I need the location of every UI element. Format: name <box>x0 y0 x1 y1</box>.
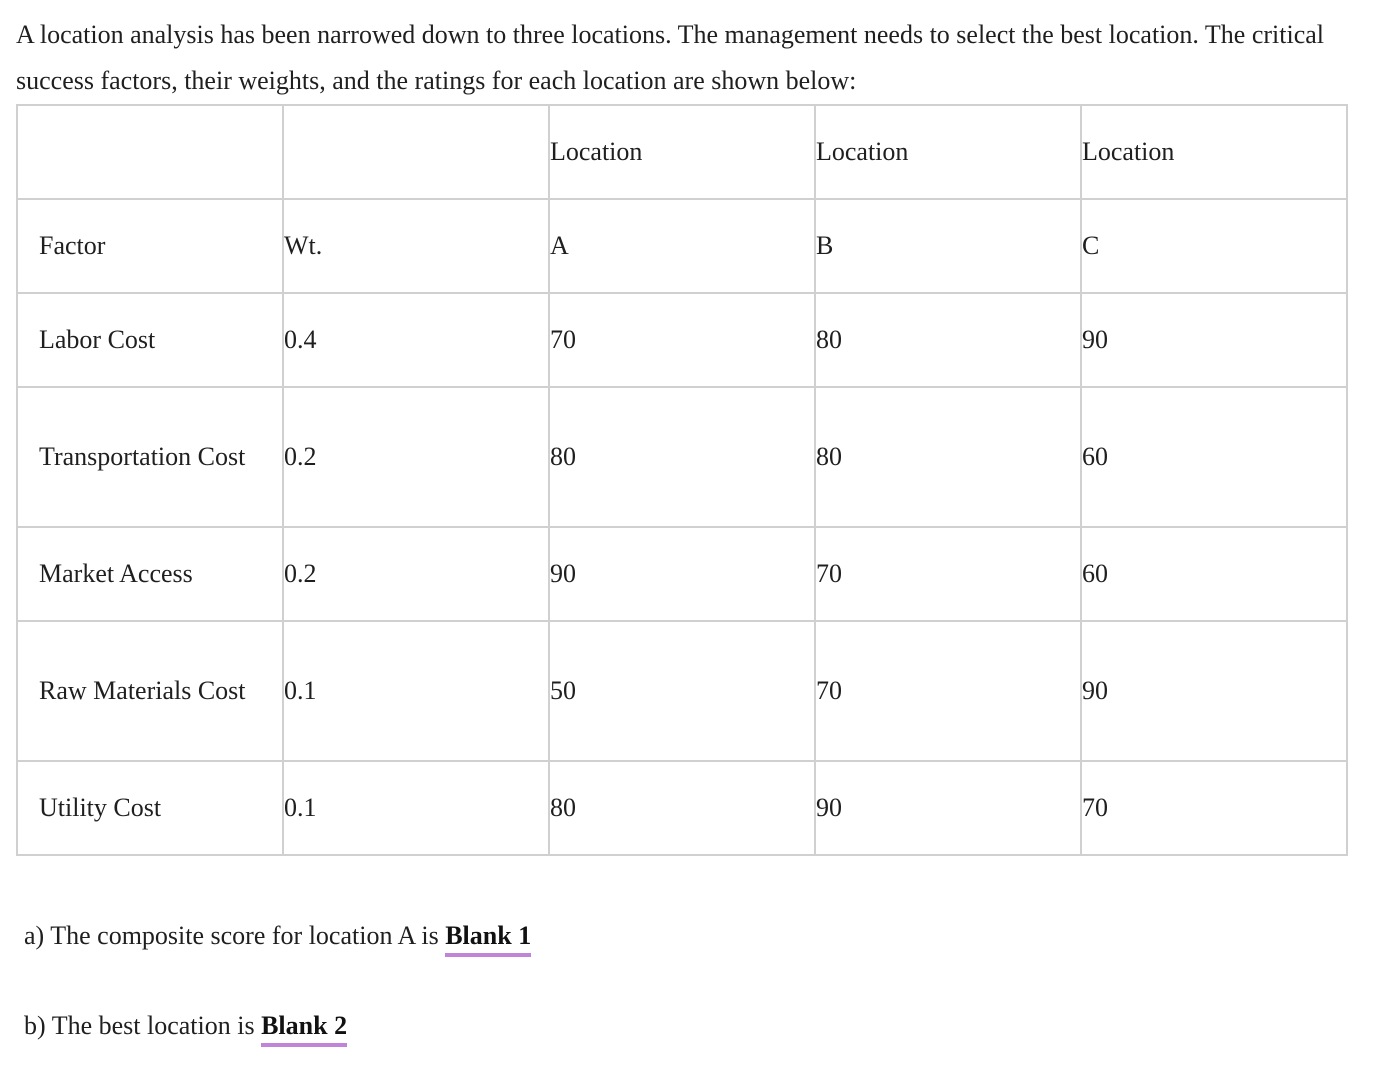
weight-cell: 0.1 <box>283 621 549 761</box>
table-header-cell <box>17 105 283 199</box>
rating-a-cell: 80 <box>549 761 815 855</box>
table-header-row-location <box>17 105 1347 199</box>
rating-b-cell: 80 <box>815 293 1081 387</box>
question-a-text: a) The composite score for location A is <box>24 921 446 950</box>
factor-cell: Market Access <box>17 527 283 621</box>
weight-cell: 0.4 <box>283 293 549 387</box>
question-b-text: b) The best location is <box>24 1011 262 1040</box>
table-row <box>17 293 1347 387</box>
rating-a-cell: 80 <box>549 387 815 527</box>
weight-cell: 0.2 <box>283 387 549 527</box>
rating-b-cell: 90 <box>815 761 1081 855</box>
question-a <box>24 918 531 957</box>
rating-c-cell: 70 <box>1081 761 1347 855</box>
table-header-row-labels <box>17 199 1347 293</box>
table-header-weight: Wt. <box>283 199 549 293</box>
problem-intro: A location analysis has been narrowed down to three locations. The management needs to select the best location. The critical success factors, their weights, and the ratings for each location are shown below: <box>16 20 1325 95</box>
rating-a-cell: 50 <box>549 621 815 761</box>
question-b <box>24 1008 347 1047</box>
factor-cell: Transportation Cost <box>17 387 283 527</box>
table-header-c: C <box>1081 199 1347 293</box>
weight-cell: 0.1 <box>283 761 549 855</box>
table-row <box>17 621 1347 761</box>
rating-c-cell: 60 <box>1081 387 1347 527</box>
table-header-location-b: Location <box>815 105 1081 199</box>
factor-rating-table <box>16 104 1348 856</box>
table-header-a: A <box>549 199 815 293</box>
table-row <box>17 527 1347 621</box>
rating-c-cell: 60 <box>1081 527 1347 621</box>
blank-1-input[interactable]: Blank 1 <box>445 921 531 957</box>
blank-2-input[interactable]: Blank 2 <box>261 1011 347 1047</box>
factor-cell: Raw Materials Cost <box>17 621 283 761</box>
table-row <box>17 387 1347 527</box>
rating-c-cell: 90 <box>1081 293 1347 387</box>
table-header-b: B <box>815 199 1081 293</box>
table-header-location-c: Location <box>1081 105 1347 199</box>
rating-a-cell: 90 <box>549 527 815 621</box>
table-header-factor: Factor <box>17 199 283 293</box>
table-header-location-a: Location <box>549 105 815 199</box>
weight-cell: 0.2 <box>283 527 549 621</box>
rating-b-cell: 70 <box>815 527 1081 621</box>
factor-cell: Labor Cost <box>17 293 283 387</box>
table-header-cell <box>283 105 549 199</box>
factor-cell: Utility Cost <box>17 761 283 855</box>
table-row <box>17 761 1347 855</box>
rating-b-cell: 70 <box>815 621 1081 761</box>
rating-b-cell: 80 <box>815 387 1081 527</box>
rating-a-cell: 70 <box>549 293 815 387</box>
rating-c-cell: 90 <box>1081 621 1347 761</box>
